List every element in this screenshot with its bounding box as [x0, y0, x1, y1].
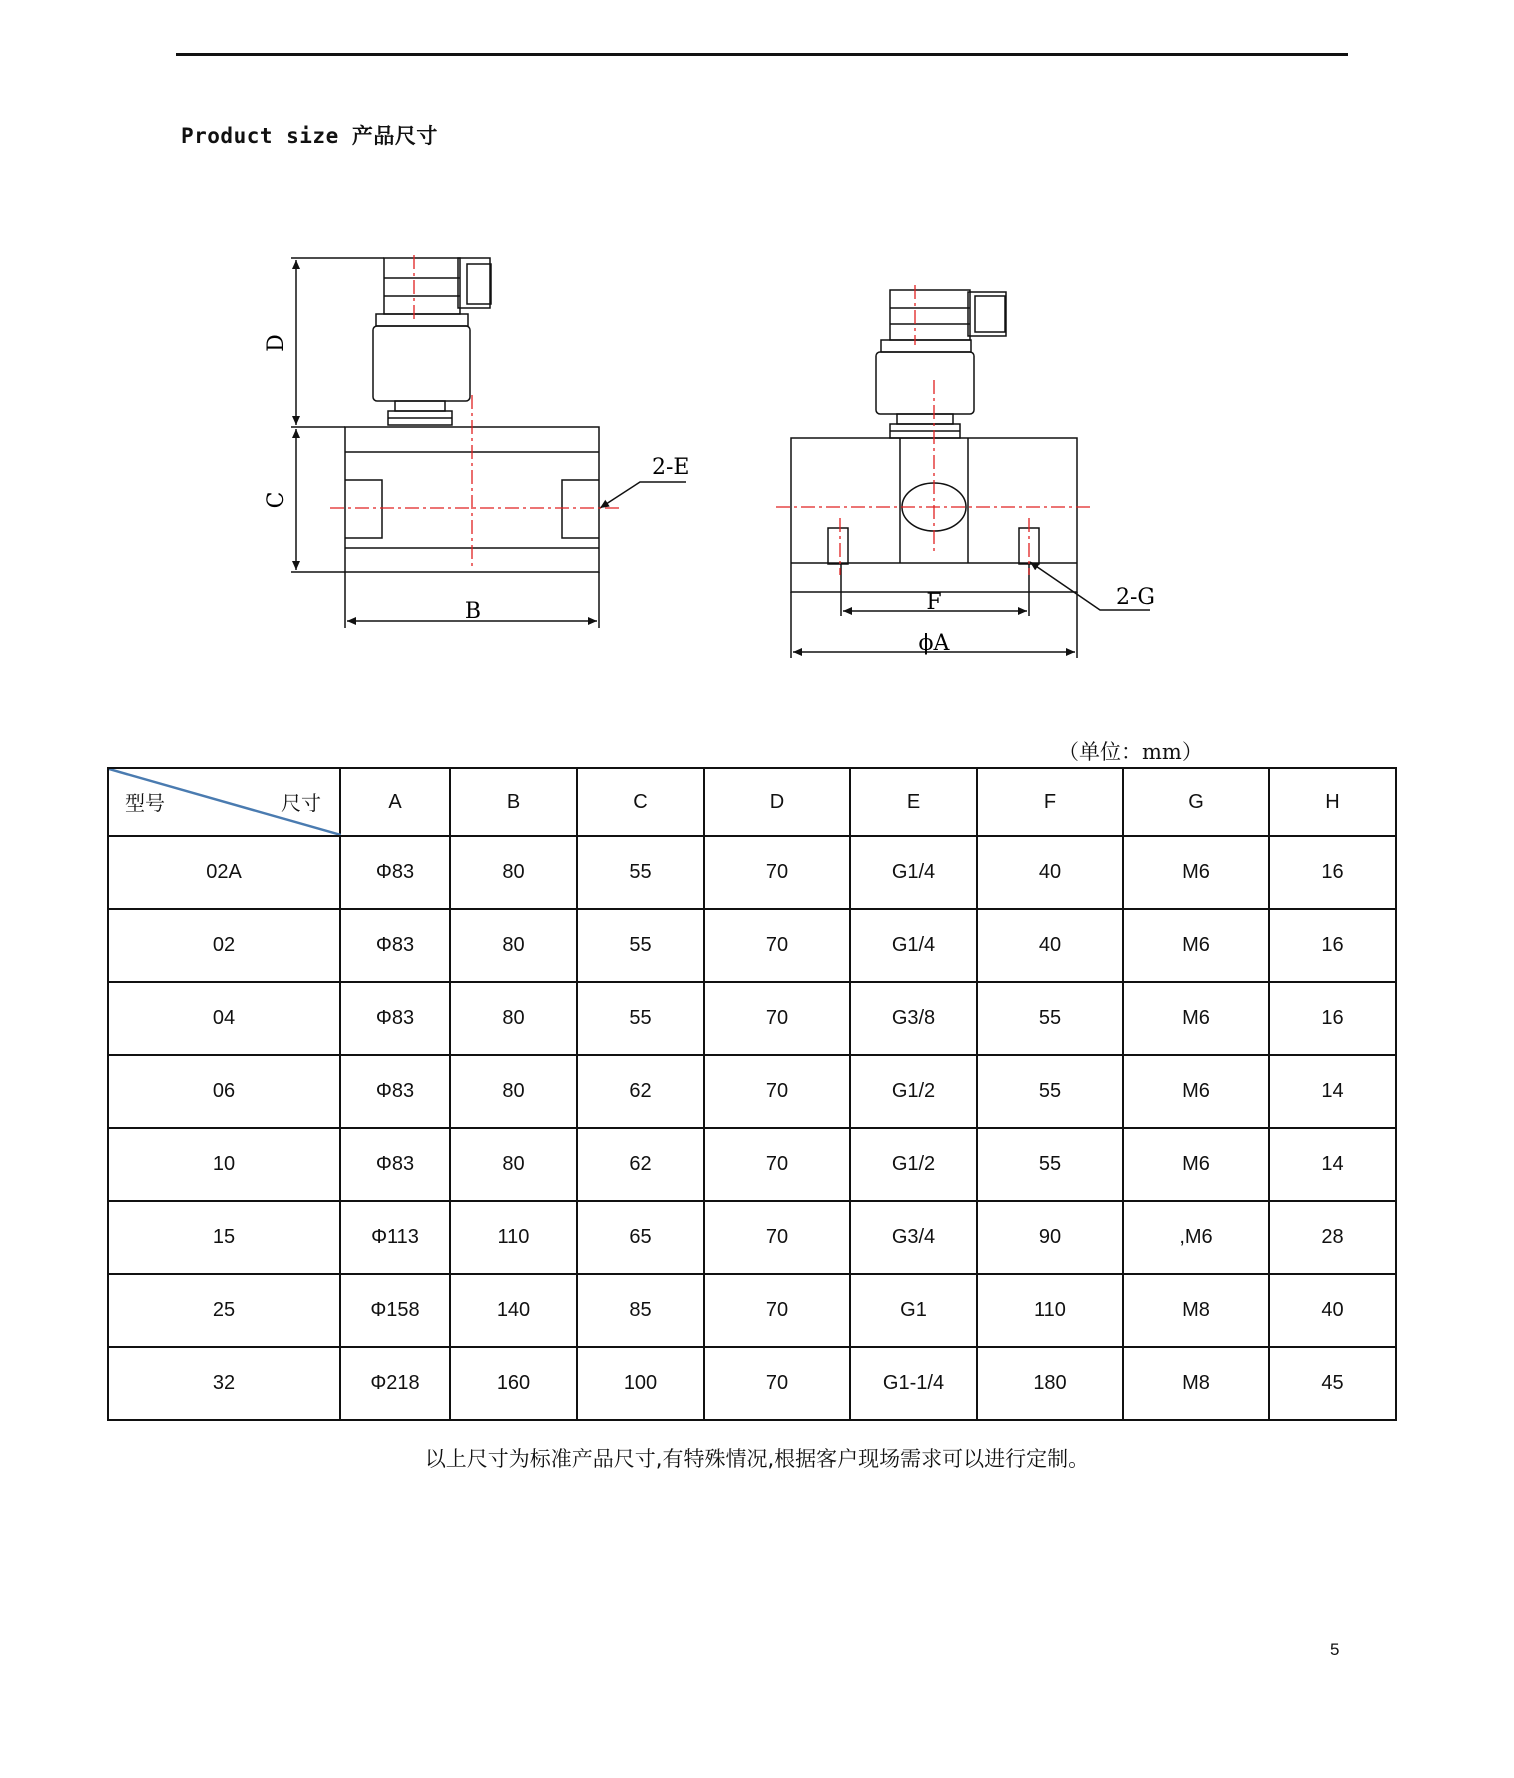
table-row [108, 1347, 1396, 1420]
size-cell: G1/2 [850, 1128, 977, 1201]
column-header: A [340, 768, 450, 836]
size-cell: 55 [977, 982, 1123, 1055]
size-cell: Φ83 [340, 982, 450, 1055]
side-label-f: F [926, 590, 942, 615]
model-cell: 10 [108, 1128, 340, 1201]
side-sensor-body [876, 352, 974, 414]
size-cell: 70 [704, 1128, 850, 1201]
size-cell: 70 [704, 909, 850, 982]
side-view-drawing [791, 290, 1150, 658]
size-cell: 70 [704, 1201, 850, 1274]
size-cell: 14 [1269, 1055, 1396, 1128]
technical-drawings [0, 0, 1514, 700]
size-cell: 140 [450, 1274, 577, 1347]
size-cell: 55 [577, 836, 704, 909]
front-view-drawing [291, 258, 686, 628]
size-cell: 16 [1269, 836, 1396, 909]
size-cell: G1 [850, 1274, 977, 1347]
model-cell: 25 [108, 1274, 340, 1347]
size-cell: 80 [450, 836, 577, 909]
heading-english: Product size [181, 124, 339, 148]
table-row [108, 836, 1396, 909]
front-label-d: D [264, 334, 289, 352]
size-cell: 80 [450, 982, 577, 1055]
size-cell: 40 [1269, 1274, 1396, 1347]
table-row [108, 1128, 1396, 1201]
column-header: F [977, 768, 1123, 836]
size-cell: G1/4 [850, 836, 977, 909]
size-cell: 55 [977, 1055, 1123, 1128]
side-centerlines [776, 285, 1092, 575]
side-label-g: 2-G [1116, 585, 1156, 610]
column-header: B [450, 768, 577, 836]
front-sensor-body [373, 326, 470, 401]
size-cell: 70 [704, 1055, 850, 1128]
front-label-e: 2-E [652, 455, 690, 480]
size-cell: G1-1/4 [850, 1347, 977, 1420]
column-header: E [850, 768, 977, 836]
size-cell: 14 [1269, 1128, 1396, 1201]
size-cell: 62 [577, 1055, 704, 1128]
size-cell: 28 [1269, 1201, 1396, 1274]
size-cell: 85 [577, 1274, 704, 1347]
size-cell: G3/8 [850, 982, 977, 1055]
size-cell: M8 [1123, 1274, 1269, 1347]
size-cell: 16 [1269, 909, 1396, 982]
page-number: 5 [1330, 1640, 1340, 1659]
front-centerlines [330, 255, 620, 570]
size-cell: 45 [1269, 1347, 1396, 1420]
size-cell: Φ113 [340, 1201, 450, 1274]
size-cell: 40 [977, 909, 1123, 982]
unit-label: （单位：mm） [1058, 740, 1203, 764]
size-cell: 110 [450, 1201, 577, 1274]
size-cell: M6 [1123, 909, 1269, 982]
table-row [108, 1201, 1396, 1274]
table-body [108, 836, 1396, 1420]
size-cell: 160 [450, 1347, 577, 1420]
model-cell: 02A [108, 836, 340, 909]
column-header: C [577, 768, 704, 836]
model-cell: 15 [108, 1201, 340, 1274]
side-label-a: ϕA [918, 631, 950, 656]
corner-label-model: 型号 [125, 791, 165, 815]
size-cell: 55 [577, 909, 704, 982]
column-header: H [1269, 768, 1396, 836]
size-cell: Φ83 [340, 909, 450, 982]
size-cell: M6 [1123, 982, 1269, 1055]
size-cell: Φ158 [340, 1274, 450, 1347]
size-cell: Φ83 [340, 836, 450, 909]
model-cell: 02 [108, 909, 340, 982]
model-cell: 06 [108, 1055, 340, 1128]
size-cell: M8 [1123, 1347, 1269, 1420]
size-cell: 65 [577, 1201, 704, 1274]
size-cell: G3/4 [850, 1201, 977, 1274]
front-label-c: C [264, 491, 289, 509]
corner-label-size: 尺寸 [281, 791, 321, 815]
size-table [107, 767, 1397, 1421]
size-cell: 110 [977, 1274, 1123, 1347]
model-cell: 32 [108, 1347, 340, 1420]
size-cell: 80 [450, 1055, 577, 1128]
column-header: G [1123, 768, 1269, 836]
heading-chinese: 产品尺寸 [351, 124, 438, 148]
size-cell: M6 [1123, 1055, 1269, 1128]
size-cell: 40 [977, 836, 1123, 909]
size-cell: 55 [977, 1128, 1123, 1201]
size-cell: 100 [577, 1347, 704, 1420]
table-header-row [108, 768, 1396, 836]
table-row [108, 1055, 1396, 1128]
size-cell: ,M6 [1123, 1201, 1269, 1274]
size-cell: M6 [1123, 836, 1269, 909]
model-cell: 04 [108, 982, 340, 1055]
table-row [108, 982, 1396, 1055]
size-cell: 90 [977, 1201, 1123, 1274]
size-cell: 62 [577, 1128, 704, 1201]
footnote: 以上尺寸为标准产品尺寸,有特殊情况,根据客户现场需求可以进行定制。 [424, 1447, 1090, 1471]
front-label-b: B [464, 599, 482, 624]
table-row [108, 1274, 1396, 1347]
size-cell: G1/4 [850, 909, 977, 982]
table-row [108, 909, 1396, 982]
size-cell: 55 [577, 982, 704, 1055]
column-header: D [704, 768, 850, 836]
size-cell: G1/2 [850, 1055, 977, 1128]
size-cell: Φ83 [340, 1128, 450, 1201]
size-cell: 180 [977, 1347, 1123, 1420]
size-cell: 80 [450, 909, 577, 982]
size-cell: Φ218 [340, 1347, 450, 1420]
size-cell: 70 [704, 836, 850, 909]
size-cell: 80 [450, 1128, 577, 1201]
side-connector-body [890, 290, 970, 340]
size-cell: M6 [1123, 1128, 1269, 1201]
size-cell: 70 [704, 982, 850, 1055]
corner-header-cell [108, 768, 340, 836]
front-connector-body [384, 258, 460, 314]
size-cell: 16 [1269, 982, 1396, 1055]
size-cell: Φ83 [340, 1055, 450, 1128]
size-cell: 70 [704, 1347, 850, 1420]
size-cell: 70 [704, 1274, 850, 1347]
